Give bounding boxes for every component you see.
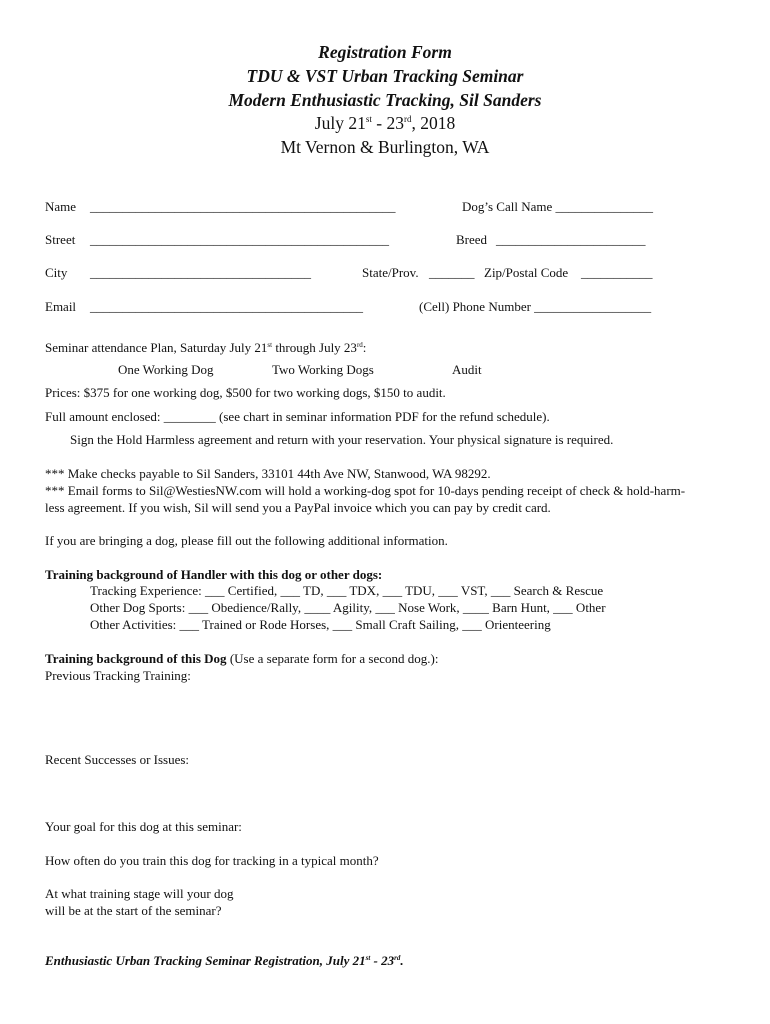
- seminar-location: Mt Vernon & Burlington, WA: [280, 137, 490, 157]
- city-label: City: [45, 265, 68, 280]
- option-one-dog[interactable]: One Working Dog: [118, 362, 214, 377]
- email-field[interactable]: __________________________________________: [90, 299, 363, 314]
- option-two-dogs[interactable]: Two Working Dogs: [272, 362, 374, 377]
- email-label: Email: [45, 299, 77, 314]
- checks-payable-note: *** Make checks payable to Sil Sanders, 33101 44th Ave NW, Stanwood, WA 98292.: [45, 466, 491, 481]
- dog-call-name-field[interactable]: Dog’s Call Name _______________: [462, 199, 654, 214]
- zip-field[interactable]: ___________: [581, 265, 653, 280]
- hold-harmless-note: Sign the Hold Harmless agreement and return with your reservation. Your physical signature is required.: [70, 432, 614, 447]
- breed-field[interactable]: _______________________: [496, 232, 646, 247]
- state-label: State/Prov.: [362, 265, 419, 280]
- street-label: Street: [45, 232, 76, 247]
- training-stage-field-line2: will be at the start of the seminar?: [45, 903, 222, 918]
- option-audit[interactable]: Audit: [452, 362, 482, 377]
- dog-background-heading: Training background of this Dog (Use a separate form for a second dog.):: [45, 651, 439, 666]
- email-forms-note: *** Email forms to Sil@WestiesNW.com will hold a working-dog spot for 10-days pending receipt of check & hold-harm-: [45, 483, 686, 498]
- prices-text: Prices: $375 for one working dog, $500 for two working dogs, $150 to audit.: [45, 385, 446, 400]
- seminar-dates: July 21st - 23rd, 2018: [314, 113, 456, 133]
- zip-label: Zip/Postal Code: [484, 265, 569, 280]
- dog-info-intro: If you are bringing a dog, please fill out the following additional information.: [45, 533, 448, 548]
- recent-successes-field[interactable]: Recent Successes or Issues:: [45, 752, 190, 767]
- name-field[interactable]: _______________________________________________: [90, 199, 396, 214]
- page-footer: Enthusiastic Urban Tracking Seminar Registration, July 21st - 23rd.: [45, 953, 404, 968]
- amount-enclosed-field[interactable]: Full amount enclosed: ________ (see chart in seminar information PDF for the refund schedule).: [45, 409, 550, 424]
- tracking-experience-checklist[interactable]: Tracking Experience: ___ Certified, ___ TD, ___ TDX, ___ TDU, ___ VST, ___ Search & Rescue: [90, 583, 604, 598]
- city-field[interactable]: __________________________________: [90, 265, 311, 280]
- paypal-note: less agreement. If you wish, Sil will send you a PayPal invoice which you can pay by credit card.: [45, 500, 551, 515]
- training-stage-field-line1[interactable]: At what training stage will your dog: [45, 886, 234, 901]
- handler-background-heading: Training background of Handler with this dog or other dogs:: [45, 567, 383, 582]
- other-activities-checklist[interactable]: Other Activities: ___ Trained or Rode Horses, ___ Small Craft Sailing, ___ Orienteering: [90, 617, 551, 632]
- seminar-goal-field[interactable]: Your goal for this dog at this seminar:: [45, 819, 242, 834]
- seminar-title: TDU & VST Urban Tracking Seminar: [246, 66, 524, 86]
- phone-field[interactable]: (Cell) Phone Number __________________: [419, 299, 652, 314]
- attendance-intro: Seminar attendance Plan, Saturday July 21st through July 23rd:: [45, 340, 367, 355]
- name-label: Name: [45, 199, 77, 214]
- form-title: Registration Form: [318, 42, 452, 62]
- previous-training-field[interactable]: Previous Tracking Training:: [45, 668, 191, 683]
- other-sports-checklist[interactable]: Other Dog Sports: ___ Obedience/Rally, ____ Agility, ___ Nose Work, ____ Barn Hunt, ___ Other: [90, 600, 606, 615]
- street-field[interactable]: ______________________________________________: [90, 232, 389, 247]
- seminar-subtitle: Modern Enthusiastic Tracking, Sil Sanders: [228, 90, 542, 110]
- training-frequency-field[interactable]: How often do you train this dog for tracking in a typical month?: [45, 853, 379, 868]
- breed-label: Breed: [456, 232, 488, 247]
- state-field[interactable]: _______: [429, 265, 475, 280]
